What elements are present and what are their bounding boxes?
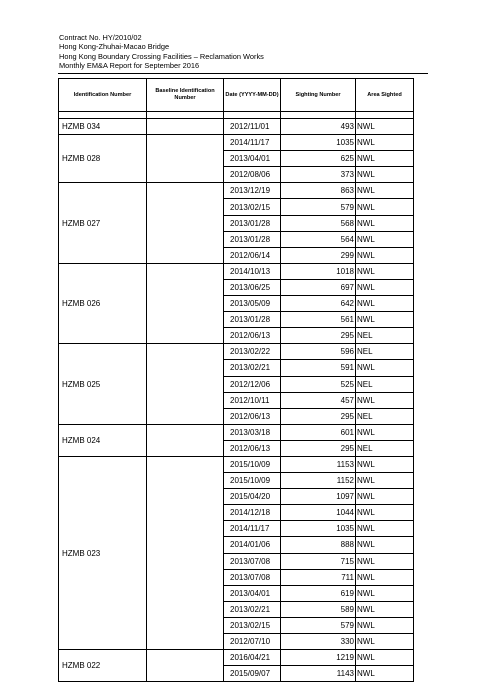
date-cell: 2013/02/22 [224, 344, 281, 360]
area-sighted-cell: NWL [356, 296, 414, 312]
area-sighted-cell: NWL [356, 279, 414, 295]
project-name: Hong Kong-Zhuhai-Macao Bridge [59, 42, 170, 52]
table-header-row [59, 79, 414, 112]
baseline-id-cell [147, 135, 224, 183]
date-cell: 2012/10/11 [224, 392, 281, 408]
sighting-number-cell: 1143 [281, 666, 356, 682]
identification-number-cell: HZMB 034 [59, 119, 147, 135]
date-cell: 2012/08/06 [224, 167, 281, 183]
date-cell: 2014/01/06 [224, 537, 281, 553]
table-row [59, 119, 414, 135]
date-cell: 2013/02/15 [224, 199, 281, 215]
identification-number-cell: HZMB 024 [59, 424, 147, 456]
date-cell: 2013/07/08 [224, 553, 281, 569]
header-divider [58, 73, 428, 74]
col-header-id: Identification Number [59, 79, 147, 112]
baseline-id-cell [147, 183, 224, 263]
date-cell: 2015/04/20 [224, 489, 281, 505]
date-cell: 2013/02/21 [224, 360, 281, 376]
sighting-number-cell: 625 [281, 151, 356, 167]
table-row [59, 424, 414, 440]
date-cell: 2014/12/18 [224, 505, 281, 521]
sighting-number-cell: 561 [281, 312, 356, 328]
sighting-number-cell: 863 [281, 183, 356, 199]
area-sighted-cell: NWL [356, 135, 414, 151]
date-cell: 2014/11/17 [224, 135, 281, 151]
date-cell: 2013/01/28 [224, 312, 281, 328]
identification-number-cell: HZMB 022 [59, 650, 147, 682]
area-sighted-cell: NWL [356, 215, 414, 231]
table-row [59, 456, 414, 472]
date-cell: 2012/11/01 [224, 119, 281, 135]
table-row [59, 135, 414, 151]
area-sighted-cell: NWL [356, 585, 414, 601]
area-sighted-cell: NWL [356, 569, 414, 585]
area-sighted-cell: NEL [356, 376, 414, 392]
sighting-number-cell: 579 [281, 617, 356, 633]
sighting-number-cell: 457 [281, 392, 356, 408]
sighting-number-cell: 568 [281, 215, 356, 231]
col-header-area: Area Sighted [356, 79, 414, 112]
area-sighted-cell: NEL [356, 344, 414, 360]
identification-number-cell: HZMB 027 [59, 183, 147, 263]
sighting-number-cell: 715 [281, 553, 356, 569]
sighting-number-cell: 1035 [281, 521, 356, 537]
col-header-baseline: Baseline Identification Number [147, 79, 224, 112]
area-sighted-cell: NEL [356, 440, 414, 456]
date-cell: 2013/12/19 [224, 183, 281, 199]
report-title: Monthly EM&A Report for September 2016 [59, 60, 200, 70]
identification-number-cell: HZMB 026 [59, 263, 147, 343]
area-sighted-cell: NWL [356, 231, 414, 247]
sighting-number-cell: 330 [281, 634, 356, 650]
sighting-number-cell: 295 [281, 440, 356, 456]
baseline-id-cell [147, 263, 224, 343]
date-cell: 2013/07/08 [224, 569, 281, 585]
sighting-number-cell: 711 [281, 569, 356, 585]
sighting-number-cell: 295 [281, 408, 356, 424]
area-sighted-cell: NWL [356, 634, 414, 650]
baseline-id-cell [147, 456, 224, 649]
sighting-number-cell: 295 [281, 328, 356, 344]
contract-number: Contract No. HY/2010/02 [59, 33, 142, 42]
sighting-number-cell: 564 [281, 231, 356, 247]
date-cell: 2016/04/21 [224, 650, 281, 666]
sighting-number-cell: 1097 [281, 489, 356, 505]
area-sighted-cell: NWL [356, 489, 414, 505]
col-header-date: Date (YYYY-MM-DD) [224, 79, 281, 112]
area-sighted-cell: NWL [356, 473, 414, 489]
area-sighted-cell: NWL [356, 650, 414, 666]
sighting-number-cell: 1153 [281, 456, 356, 472]
area-sighted-cell: NWL [356, 521, 414, 537]
sighting-number-cell: 888 [281, 537, 356, 553]
sighting-number-cell: 299 [281, 247, 356, 263]
area-sighted-cell: NEL [356, 328, 414, 344]
baseline-id-cell [147, 424, 224, 456]
identification-number-cell: HZMB 028 [59, 135, 147, 183]
area-sighted-cell: NWL [356, 505, 414, 521]
sighting-number-cell: 642 [281, 296, 356, 312]
works-name: Hong Kong Boundary Crossing Facilities – Reclamation Works [59, 51, 264, 61]
table-body [59, 119, 414, 682]
identification-number-cell: HZMB 025 [59, 344, 147, 424]
area-sighted-cell: NWL [356, 666, 414, 682]
date-cell: 2015/09/07 [224, 666, 281, 682]
area-sighted-cell: NWL [356, 247, 414, 263]
area-sighted-cell: NEL [356, 408, 414, 424]
identification-number-cell: HZMB 023 [59, 456, 147, 649]
area-sighted-cell: NWL [356, 537, 414, 553]
table-row [59, 344, 414, 360]
date-cell: 2012/06/13 [224, 328, 281, 344]
date-cell: 2013/05/09 [224, 296, 281, 312]
area-sighted-cell: NWL [356, 312, 414, 328]
sighting-number-cell: 525 [281, 376, 356, 392]
date-cell: 2013/04/01 [224, 151, 281, 167]
sighting-number-cell: 589 [281, 601, 356, 617]
table-row [59, 263, 414, 279]
date-cell: 2014/10/13 [224, 263, 281, 279]
date-cell: 2013/01/28 [224, 215, 281, 231]
sighting-number-cell: 697 [281, 279, 356, 295]
sighting-number-cell: 601 [281, 424, 356, 440]
area-sighted-cell: NWL [356, 601, 414, 617]
date-cell: 2014/11/17 [224, 521, 281, 537]
sighting-number-cell: 619 [281, 585, 356, 601]
table-row [59, 650, 414, 666]
date-cell: 2012/06/13 [224, 440, 281, 456]
area-sighted-cell: NWL [356, 199, 414, 215]
area-sighted-cell: NWL [356, 392, 414, 408]
sighting-number-cell: 579 [281, 199, 356, 215]
area-sighted-cell: NWL [356, 424, 414, 440]
sighting-number-cell: 596 [281, 344, 356, 360]
date-cell: 2013/02/21 [224, 601, 281, 617]
area-sighted-cell: NWL [356, 151, 414, 167]
baseline-id-cell [147, 119, 224, 135]
area-sighted-cell: NWL [356, 553, 414, 569]
date-cell: 2013/01/28 [224, 231, 281, 247]
sighting-number-cell: 1035 [281, 135, 356, 151]
date-cell: 2012/12/06 [224, 376, 281, 392]
col-header-sighting: Sighting Number [281, 79, 356, 112]
date-cell: 2012/06/14 [224, 247, 281, 263]
sighting-number-cell: 1152 [281, 473, 356, 489]
area-sighted-cell: NWL [356, 263, 414, 279]
report-header [59, 33, 264, 70]
date-cell: 2013/03/18 [224, 424, 281, 440]
sighting-number-cell: 373 [281, 167, 356, 183]
date-cell: 2012/07/10 [224, 634, 281, 650]
sighting-number-cell: 591 [281, 360, 356, 376]
area-sighted-cell: NWL [356, 119, 414, 135]
sighting-number-cell: 493 [281, 119, 356, 135]
date-cell: 2015/10/09 [224, 473, 281, 489]
sighting-table [58, 78, 414, 682]
date-cell: 2013/04/01 [224, 585, 281, 601]
sighting-number-cell: 1018 [281, 263, 356, 279]
date-cell: 2013/06/25 [224, 279, 281, 295]
date-cell: 2015/10/09 [224, 456, 281, 472]
baseline-id-cell [147, 650, 224, 682]
area-sighted-cell: NWL [356, 456, 414, 472]
table-row [59, 183, 414, 199]
sighting-number-cell: 1219 [281, 650, 356, 666]
area-sighted-cell: NWL [356, 183, 414, 199]
baseline-id-cell [147, 344, 224, 424]
header-spacer-row [59, 112, 414, 119]
sighting-number-cell: 1044 [281, 505, 356, 521]
area-sighted-cell: NWL [356, 360, 414, 376]
area-sighted-cell: NWL [356, 617, 414, 633]
date-cell: 2013/02/15 [224, 617, 281, 633]
date-cell: 2012/06/13 [224, 408, 281, 424]
area-sighted-cell: NWL [356, 167, 414, 183]
